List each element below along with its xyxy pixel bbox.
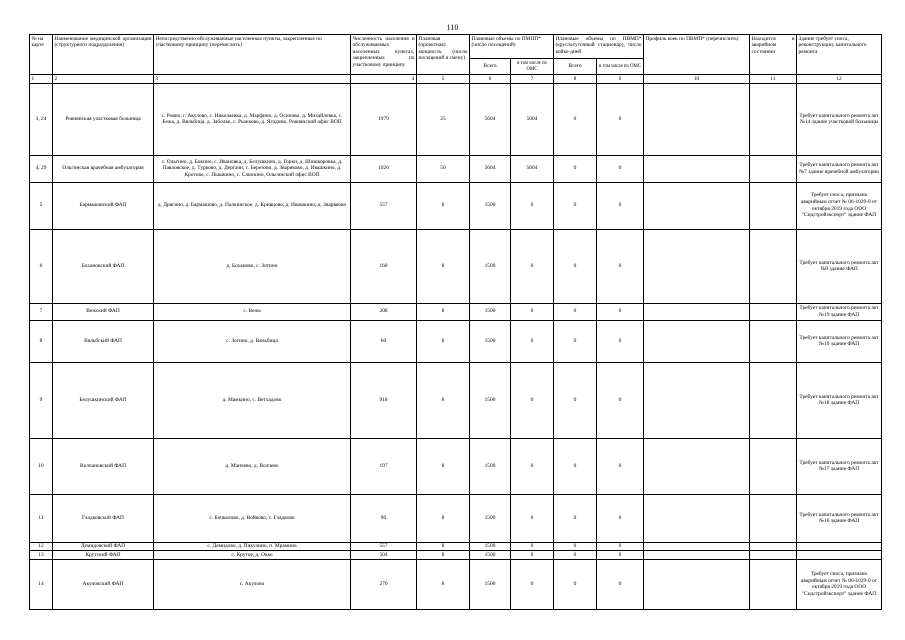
header-bed-profile: Профиль коек по ПВМП* (перечислить) [644,35,750,75]
pmpp-total: 1500 [470,542,511,551]
pmpp-oms: 0 [511,542,554,551]
pvmp-total: 0 [554,542,597,551]
pvmp-oms: 0 [597,362,644,438]
table-row [30,155,882,182]
row-number: 11 [30,494,53,542]
repair-note [797,542,882,551]
organization-name: Ровнянская участковая больница [53,83,154,155]
settlements: д. Манчево, д. Волчево [154,438,351,494]
repair-note [797,551,882,560]
table-row [30,551,882,560]
repair-note: Требует капитального ремонта акт №10 здание ФАП [797,320,882,362]
header-pmpp-total: Всего [470,59,511,75]
bed-profile [644,438,750,494]
table-row [30,229,882,303]
pvmp-total: 0 [554,229,597,303]
emergency-status [750,362,797,438]
settlements: с. Бочкалово, д. Войково, с. Гладково [154,494,351,542]
header-emergency: Находится в аварийном состоянии [750,35,797,75]
pvmp-total: 0 [554,303,597,320]
header-settlements: Непосредственно обслуживаемые населенные пункты, закрепленные по участковому принципу (перечислить) [154,35,351,75]
population: 60 [351,320,417,362]
pmpp-total: 5604 [470,155,511,182]
pmpp-oms: 5604 [511,83,554,155]
capacity: 8 [417,182,470,229]
header-no: № на карте [30,35,53,75]
capacity: 8 [417,229,470,303]
header-pvmp-total: Всего [554,59,597,75]
bed-profile [644,303,750,320]
pvmp-total: 0 [554,551,597,560]
table-row [30,303,882,320]
row-number: 10 [30,438,53,494]
repair-note: Требует сноса, признано аварийным отчет № 06-1029-0 от октября 2019 года ООО "Сидстройэкспорт" здание ФАП [797,559,882,609]
pvmp-oms: 0 [597,494,644,542]
organization-name: Вяльбский ФАП [53,320,154,362]
pmpp-oms: 0 [511,303,554,320]
repair-note: Требует сноса, признано аварийным отчет № 06-1029-0 от октября 2019 года ООО "Сидстройэкспорт" здание ФАП [797,182,882,229]
bed-profile [644,83,750,155]
pmpp-total: 1500 [470,494,511,542]
organization-name: Крутский ФАП [53,551,154,560]
pmpp-total: 1500 [470,551,511,560]
table-row [30,362,882,438]
capacity: 8 [417,542,470,551]
organization-name: Демидовский ФАП [53,542,154,551]
bed-profile [644,155,750,182]
organization-name: Белушкинский ФАП [53,362,154,438]
row-number: 4, 29 [30,155,53,182]
bed-profile [644,182,750,229]
emergency-status [750,182,797,229]
row-number: 7 [30,303,53,320]
table-row [30,438,882,494]
emergency-status [750,229,797,303]
population: 557 [351,542,417,551]
capacity: 8 [417,494,470,542]
header-pmpp-oms: в том числе по ОМС [511,59,554,75]
pmpp-total: 1500 [470,303,511,320]
table-row [30,83,882,155]
column-number: 3 [154,75,351,84]
facilities-table [29,34,882,610]
table-row [30,320,882,362]
repair-note: Требует капитального ремонта акт №16 здание ФАП [797,494,882,542]
table-row [30,182,882,229]
column-numbers-row [30,75,882,84]
capacity: 8 [417,362,470,438]
settlements: с. Демидово, д. Пикулино, п. Мрамино [154,542,351,551]
row-number: 5 [30,182,53,229]
population: 208 [351,303,417,320]
table-body [30,83,882,609]
row-number: 14 [30,559,53,609]
organization-name: Бохановский ФАП [53,229,154,303]
repair-note: Требует капитального ремонта акт №7 здание врачебной амбулатории [797,155,882,182]
capacity: 50 [417,155,470,182]
pvmp-oms: 0 [597,559,644,609]
column-number: 4 [351,75,417,84]
header-organization: Наименование медицинской организации (структурного подразделения) [53,35,154,75]
emergency-status [750,155,797,182]
settlements: с. Ровно, г. Акулово, с. Николаевка, д. Марфино, д. Осипово, д. Михайловка, с. Бежа, д. Вяльбица, д. Заболье, с. Рыжково, д. Ягодино, Ровнянский офис ВОП [154,83,351,155]
bed-profile [644,494,750,542]
bed-profile [644,551,750,560]
capacity: 25 [417,83,470,155]
row-number: 6 [30,229,53,303]
pvmp-total: 0 [554,438,597,494]
settlements: д. Боханово, с. Зотино [154,229,351,303]
settlements: с. Крутое, д. Окко [154,551,351,560]
pmpp-oms: 0 [511,182,554,229]
column-number: 7 [511,75,554,84]
column-number: 10 [644,75,750,84]
pvmp-oms: 0 [597,229,644,303]
pvmp-oms: 0 [597,542,644,551]
settlements: с. Вежа [154,303,351,320]
emergency-status [750,494,797,542]
repair-note: Требует капитального ремонта акт №17 здание ФАП [797,438,882,494]
pvmp-total: 0 [554,494,597,542]
table-row [30,542,882,551]
column-number: 9 [597,75,644,84]
column-number: 1 [30,75,53,84]
header-population: Численность населения в обслуживаемых населенных пунктах, закрепленных по участковому принципу [351,35,417,75]
bed-profile [644,362,750,438]
pmpp-oms: 0 [511,559,554,609]
pmpp-oms: 0 [511,362,554,438]
capacity: 8 [417,438,470,494]
pvmp-oms: 0 [597,83,644,155]
repair-note: Требует капитального ремонта акт №18 здание ФАП [797,362,882,438]
pvmp-total: 0 [554,83,597,155]
column-number: 12 [797,75,882,84]
pvmp-total: 0 [554,320,597,362]
pvmp-total: 0 [554,155,597,182]
page-number: 110 [446,23,459,32]
header-pvmp: Плановые объемы по ПВМП* (круглосуточный стационар), число койко-дней [554,35,644,59]
emergency-status [750,542,797,551]
organization-name: Ольгинская врачебная амбулатория [53,155,154,182]
population: 918 [351,362,417,438]
pmpp-total: 1500 [470,320,511,362]
pmpp-total: 1500 [470,438,511,494]
settlements: с. Акулово [154,559,351,609]
table-row [30,494,882,542]
pmpp-oms: 0 [511,438,554,494]
emergency-status [750,551,797,560]
bed-profile [644,320,750,362]
population: 90 [351,494,417,542]
pmpp-oms: 0 [511,551,554,560]
capacity: 8 [417,559,470,609]
pmpp-oms: 5604 [511,155,554,182]
emergency-status [750,559,797,609]
pmpp-total: 1500 [470,362,511,438]
settlements: с. Ольгино, д. Бокино, с. Ивановка, д. Белушкино, д. Горки, д. Шишкоровка, д. Павловское, д. Турково, д. Дергачи, с. Березово, д. Зваряково, д. Ивашкино, д. Кротово, с. Пышкино, с. Слюнино, Ольгинский офис ВОП [154,155,351,182]
organization-name: Бармашовский ФАП [53,182,154,229]
pvmp-total: 0 [554,559,597,609]
pvmp-oms: 0 [597,320,644,362]
pvmp-total: 0 [554,182,597,229]
capacity: 8 [417,320,470,362]
pvmp-oms: 0 [597,551,644,560]
settlements: д. Дрягино, д. Бармашово, д. Палкинское, д. Кривцово, д. Ивашкино, д. Зваряково [154,182,351,229]
pvmp-oms: 0 [597,155,644,182]
pmpp-total: 1500 [470,229,511,303]
pmpp-oms: 0 [511,494,554,542]
column-number: 8 [554,75,597,84]
column-number: 5 [417,75,470,84]
population: 270 [351,559,417,609]
population: 557 [351,182,417,229]
population: 168 [351,229,417,303]
settlements: с. Зотино, д. Вяльбица [154,320,351,362]
capacity: 8 [417,303,470,320]
organization-name: Вежский ФАП [53,303,154,320]
header-capacity: Плановая (проектная) мощность (число посещений в смену) [417,35,470,75]
emergency-status [750,320,797,362]
repair-note: Требует капитального ремонта акт №19 здание ФАП [797,303,882,320]
pmpp-total: 1500 [470,559,511,609]
population: 1926 [351,155,417,182]
population: 1979 [351,83,417,155]
bed-profile [644,229,750,303]
population: 197 [351,438,417,494]
emergency-status [750,83,797,155]
row-number: 13 [30,551,53,560]
pvmp-oms: 0 [597,303,644,320]
row-number: 3, 24 [30,83,53,155]
population: 504 [351,551,417,560]
column-number: 6 [470,75,511,84]
pmpp-oms: 0 [511,229,554,303]
emergency-status [750,438,797,494]
row-number: 12 [30,542,53,551]
capacity: 8 [417,551,470,560]
pvmp-oms: 0 [597,182,644,229]
emergency-status [750,303,797,320]
column-number: 11 [750,75,797,84]
organization-name: Волчановский ФАП [53,438,154,494]
repair-note: Требует капитального ремонта акт №14 здание участковой больницы [797,83,882,155]
bed-profile [644,542,750,551]
header-pvmp-oms: в том числе по ОМС [597,59,644,75]
pvmp-total: 0 [554,362,597,438]
header-pmpp: Плановые объемы по ПМПП* (число посещений) [470,35,554,59]
repair-note: Требует капитального ремонта акт №9 здание ФАП [797,229,882,303]
column-number: 2 [53,75,154,84]
row-number: 9 [30,362,53,438]
organization-name: Гладковский ФАП [53,494,154,542]
table-row [30,559,882,609]
pmpp-total: 5604 [470,83,511,155]
bed-profile [644,559,750,609]
pvmp-oms: 0 [597,438,644,494]
organization-name: Акуловский ФАП [53,559,154,609]
pmpp-oms: 0 [511,320,554,362]
pmpp-total: 1500 [470,182,511,229]
settlements: д. Мамкино, с. Ветхадово [154,362,351,438]
header-repair: Здание требует сноса, реконструкции, капитального ремонта [797,35,882,75]
row-number: 8 [30,320,53,362]
